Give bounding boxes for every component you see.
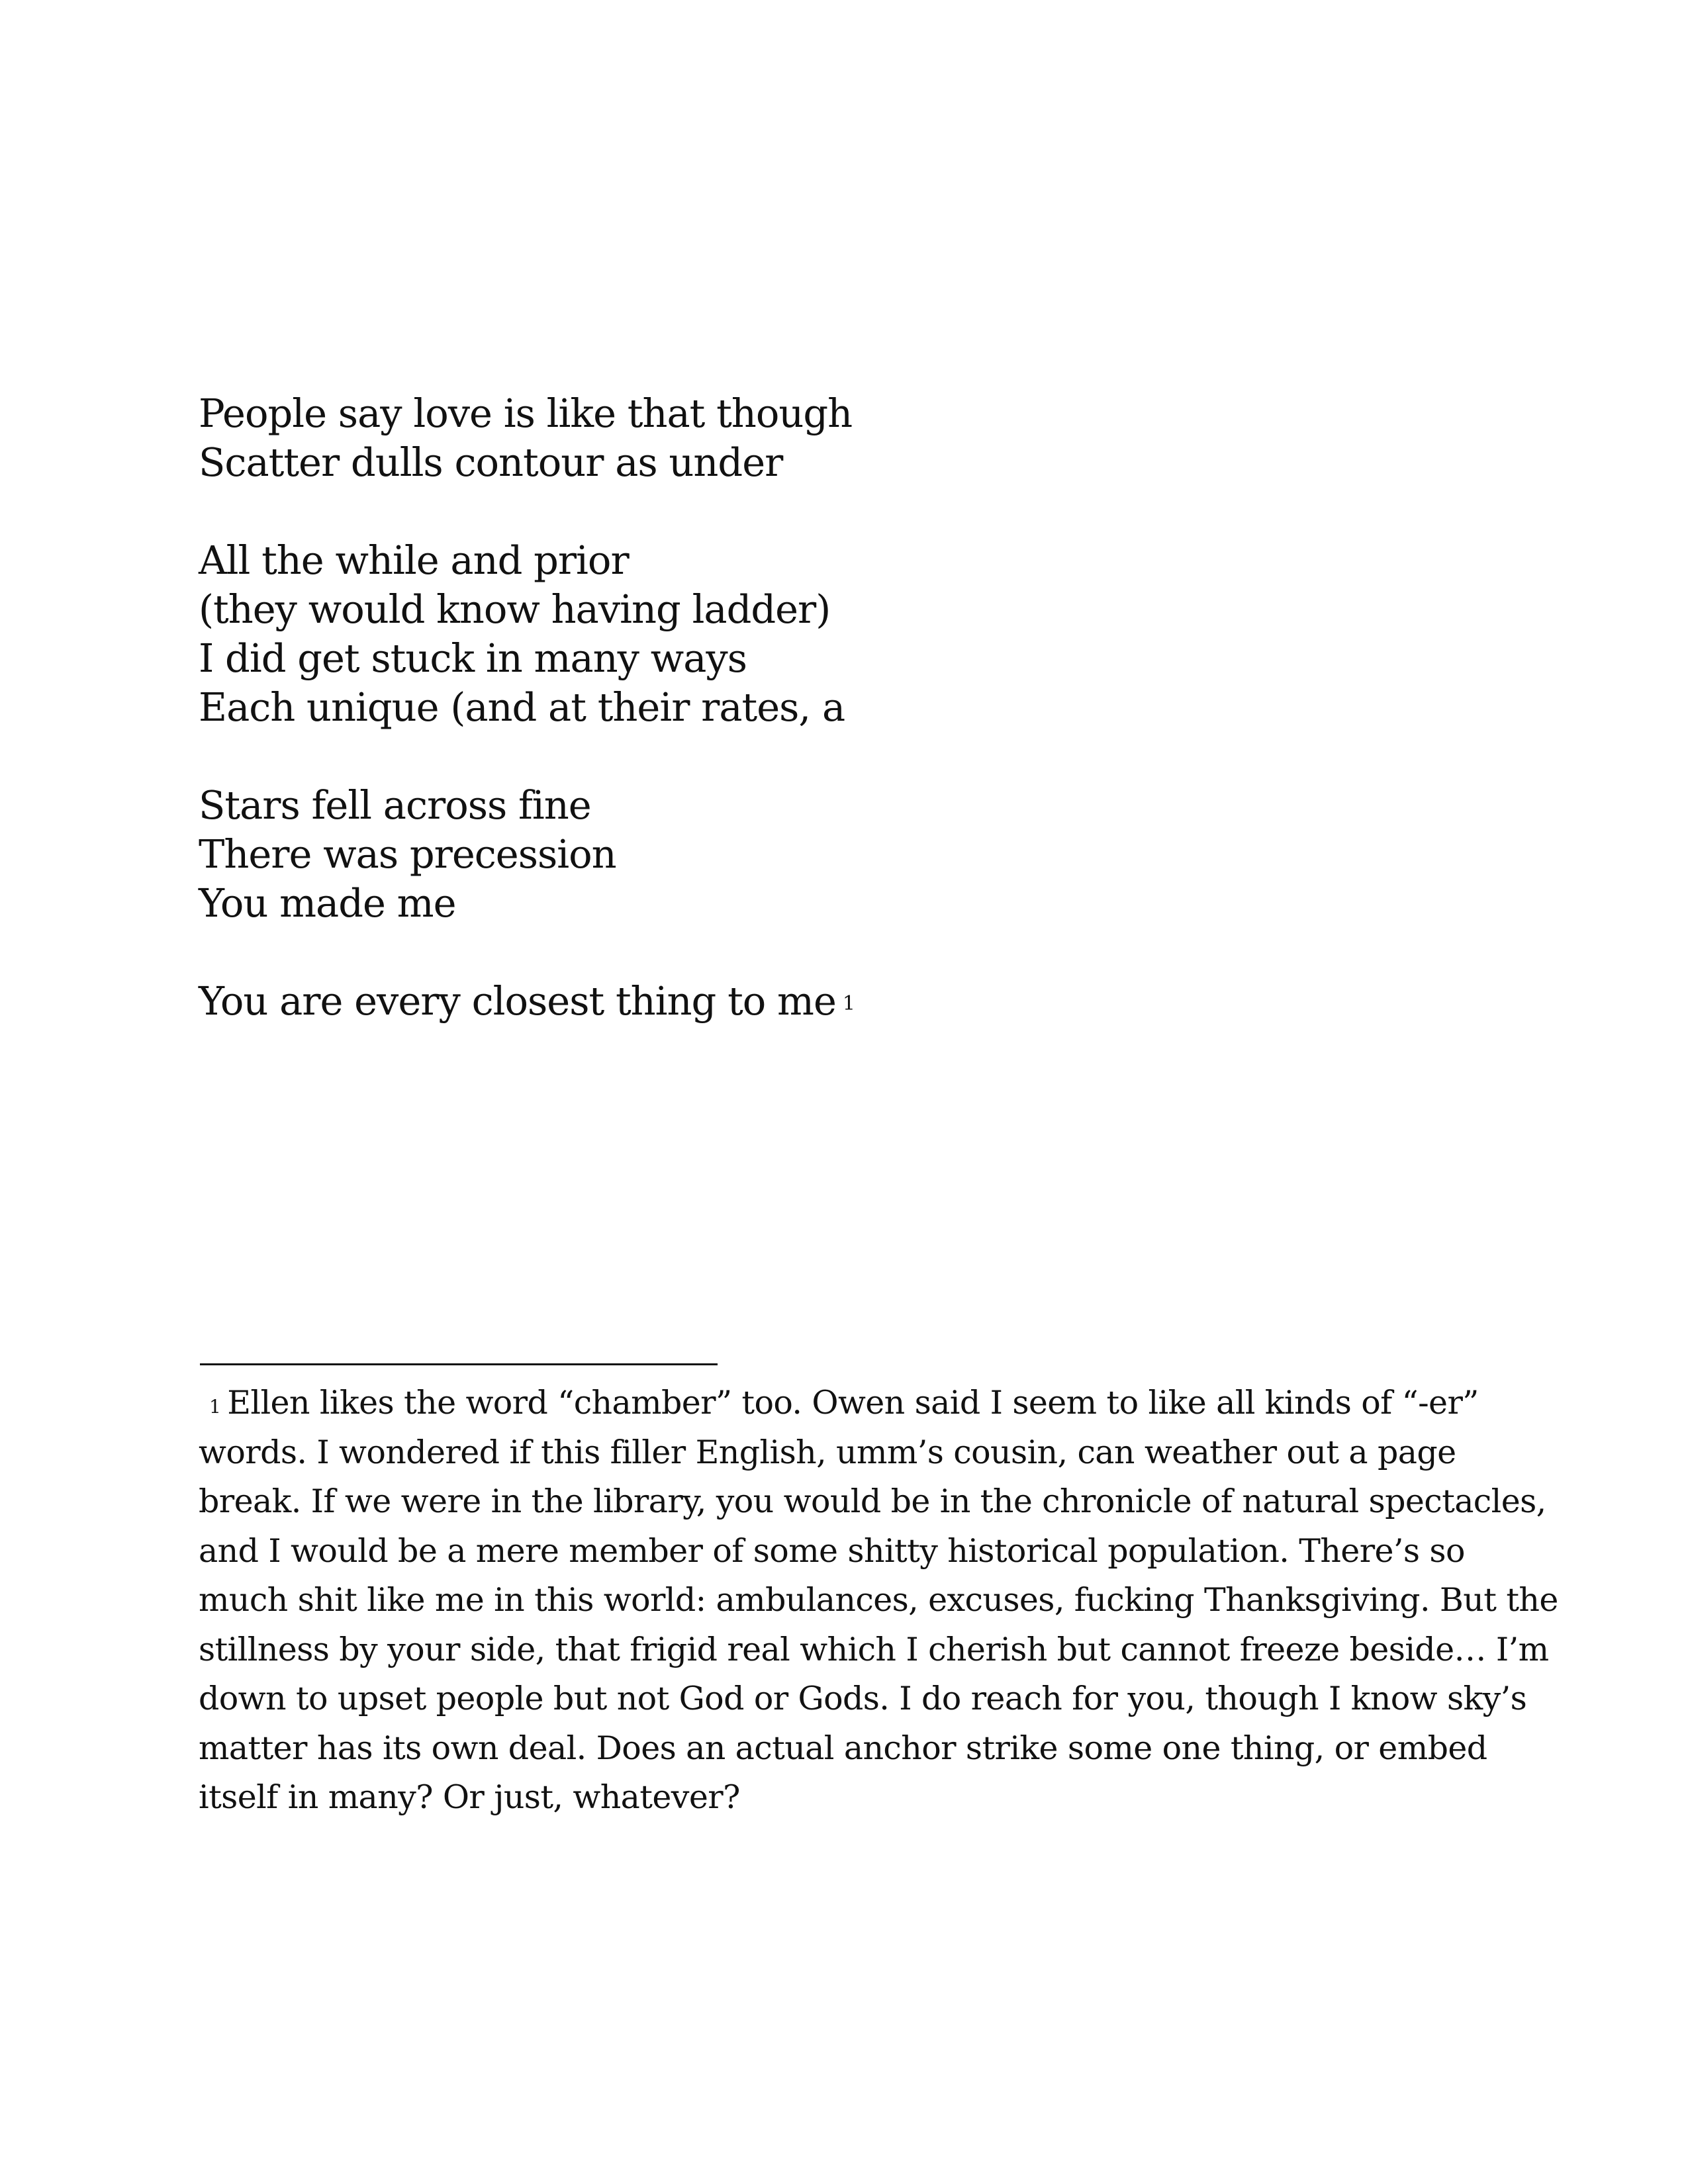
footnote-text: Ellen likes the word “chamber” too. Owen said I seem to like all kinds of “-er” words. I wondered if this filler English, umm’s cousin, can weather out a page break. If we were in the library, you would be in the chronicle of natural spectacles, and I would be a mere member of some shitty historical population. There’s so much shit like me in this world: ambulances, excuses, fucking Thanksgiving. But the stillness by your side, that frigid real which I cherish but cannot freeze beside… I’m down to upset people but not God or Gods. I do reach for you, though I know sky’s matter has its own deal. Does an actual anchor strike some one thing, or embed itself in many? Or just, whatever? xyxy=(199,1384,1558,1816)
poem-line-text: You are every closest thing to me xyxy=(199,978,836,1024)
poem-line: (they would know having ladder) xyxy=(199,586,831,632)
poem-line-final xyxy=(199,977,1125,1026)
poem-line: Each unique (and at their rates, a xyxy=(199,684,845,730)
poem-line: Stars fell across fine xyxy=(199,782,591,828)
stanza-1 xyxy=(199,389,1125,487)
poem xyxy=(199,389,1125,1075)
footnote-divider xyxy=(200,1363,718,1365)
footnote-reference[interactable]: 1 xyxy=(842,992,855,1015)
poem-line: Scatter dulls contour as under xyxy=(199,439,783,485)
poem-line: I did get stuck in many ways xyxy=(199,635,747,681)
stanza-4 xyxy=(199,977,1125,1026)
poem-line: There was precession xyxy=(199,831,616,877)
poem-line: You made me xyxy=(199,880,456,926)
stanza-2 xyxy=(199,536,1125,732)
footnote xyxy=(199,1379,1562,1823)
poem-line: All the while and prior xyxy=(199,537,629,583)
stanza-3 xyxy=(199,781,1125,928)
poem-line: People say love is like that though xyxy=(199,390,853,436)
footnote-marker: 1 xyxy=(209,1396,221,1418)
